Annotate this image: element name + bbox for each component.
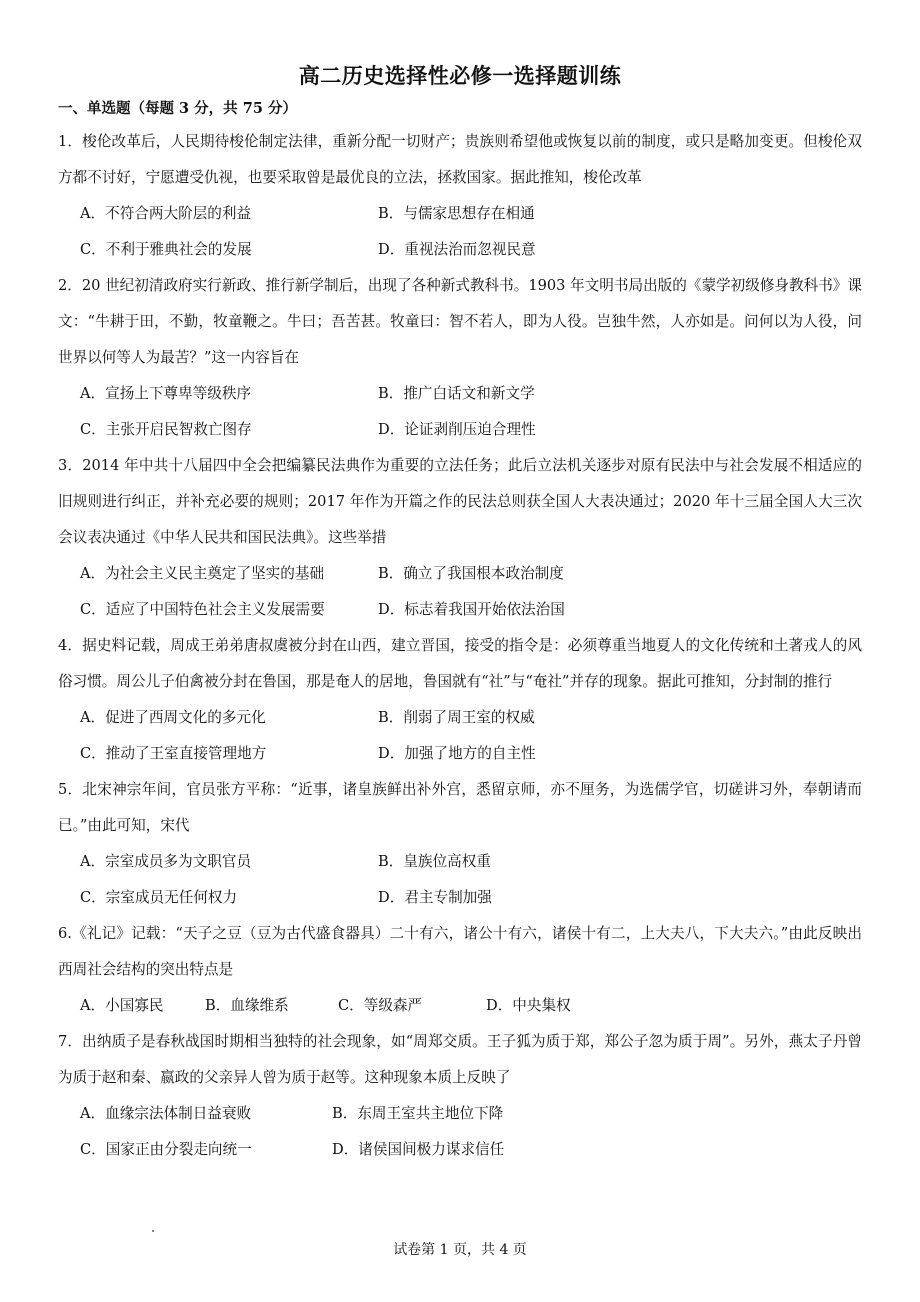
question-stem: 3．2014 年中共十八届四中全会把编纂民法典作为重要的立法任务；此后立法机关逐步对原有民法中与社会发展不相适应的旧规则进行纠正，并补充必要的规则；2017 年作为开篇之作的民法总则获全国人大表决通过；2020 年十三届全国人大三次会议表决通过《中华人民共和国民法典》。这些举措 bbox=[58, 457, 862, 546]
question-stem: 7．出纳质子是春秋战国时期相当独特的社会现象，如“周郑交质。王子狐为质于郑，郑公子忽为质于周”。另外，燕太子丹曾为质于赵和秦、嬴政的父亲异人曾为质于赵等。这种现象本质上反映了 bbox=[58, 1033, 862, 1086]
option-b: B．确立了我国根本政治制度 bbox=[378, 565, 564, 582]
options-grid bbox=[58, 700, 862, 772]
option-d: D．论证剥削压迫合理性 bbox=[378, 421, 536, 438]
option-a: A．宗室成员多为文职官员 bbox=[80, 853, 252, 870]
option-c: C．适应了中国特色社会主义发展需要 bbox=[80, 601, 325, 618]
option-b: B．削弱了周王室的权威 bbox=[378, 709, 535, 726]
stray-dot-mark bbox=[152, 1230, 154, 1232]
question-7 bbox=[58, 1024, 862, 1168]
options-grid bbox=[58, 556, 862, 628]
option-d: D．诸侯国间极力谋求信任 bbox=[332, 1141, 505, 1158]
option-c: C．国家正由分裂走向统一 bbox=[80, 1141, 252, 1158]
option-d: D．标志着我国开始依法治国 bbox=[378, 601, 565, 618]
option-b: B．皇族位高权重 bbox=[378, 853, 491, 870]
question-6 bbox=[58, 916, 862, 1024]
options-grid bbox=[58, 1096, 862, 1168]
question-4 bbox=[58, 628, 862, 772]
question-1 bbox=[58, 124, 862, 268]
option-c: C．主张开启民智救亡图存 bbox=[80, 421, 252, 438]
option-d: D．重视法治而忽视民意 bbox=[378, 241, 536, 258]
options-row bbox=[58, 988, 862, 1024]
option-a: A．宣扬上下尊卑等级秩序 bbox=[80, 385, 252, 402]
option-b: B．推广白话文和新文学 bbox=[378, 385, 535, 402]
option-c: C．不利于雅典社会的发展 bbox=[80, 241, 252, 258]
option-b: B．与儒家思想存在相通 bbox=[378, 205, 535, 222]
question-stem: 4．据史料记载，周成王弟弟唐叔虞被分封在山西，建立晋国，接受的指令是：必须尊重当地夏人的文化传统和土著戎人的风俗习惯。周公儿子伯禽被分封在鲁国，那是奄人的居地，鲁国就有“社”与“奄社”并存的现象。据此可推知，分封制的推行 bbox=[58, 637, 862, 690]
question-stem: 2．20 世纪初清政府实行新政、推行新学制后，出现了各种新式教科书。1903 年文明书局出版的《蒙学初级修身教科书》课文：“牛耕于田，不勤，牧童鞭之。牛曰；吾苦甚。牧童曰：智不若人，即为人役。岂独牛然，人亦如是。问何以为人役，问世界以何等人为最苦？”这一内容旨在 bbox=[58, 277, 862, 366]
question-stem: 6.《礼记》记载：“天子之豆（豆为古代盛食器具）二十有六，诸公十有六，诸侯十有二，上大夫八，下大夫六。”由此反映出西周社会结构的突出特点是 bbox=[58, 925, 862, 978]
options-grid bbox=[58, 196, 862, 268]
option-b: B．血缘维系 bbox=[205, 997, 289, 1014]
page-footer: 试卷第 1 页，共 4 页 bbox=[393, 1242, 527, 1258]
option-d: D．中央集权 bbox=[486, 997, 571, 1014]
question-5 bbox=[58, 772, 862, 916]
option-a: A．促进了西周文化的多元化 bbox=[80, 709, 266, 726]
question-2 bbox=[58, 268, 862, 448]
option-d: D．加强了地方的自主性 bbox=[378, 745, 536, 762]
options-grid bbox=[58, 844, 862, 916]
section-heading: 一、单选题（每题 3 分，共 75 分） bbox=[58, 100, 297, 117]
question-stem: 1．梭伦改革后，人民期待梭伦制定法律，重新分配一切财产；贵族则希望他或恢复以前的制度，或只是略加变更。但梭伦双方都不讨好，宁愿遭受仇视，也要采取曾是最优良的立法，拯救国家。据此推知，梭伦改革 bbox=[58, 133, 862, 186]
option-c: C．等级森严 bbox=[338, 997, 423, 1014]
option-c: C．推动了王室直接管理地方 bbox=[80, 745, 267, 762]
options-grid bbox=[58, 376, 862, 448]
question-stem: 5．北宋神宗年间，官员张方平称：“近事，诸皇族鲜出补外宫，悉留京师，亦不厘务，为选儒学官，切磋讲习外，奉朝请而已。”由此可知，宋代 bbox=[58, 781, 862, 834]
page-title: 高二历史选择性必修一选择题训练 bbox=[298, 64, 622, 88]
option-a: A．小国寡民 bbox=[80, 997, 164, 1014]
option-b: B．东周王室共主地位下降 bbox=[332, 1105, 504, 1122]
option-a: A．为社会主义民主奠定了坚实的基础 bbox=[80, 565, 325, 582]
option-d: D．君主专制加强 bbox=[378, 889, 492, 906]
question-3 bbox=[58, 448, 862, 628]
option-c: C．宗室成员无任何权力 bbox=[80, 889, 238, 906]
option-a: A．血缘宗法体制日益衰败 bbox=[80, 1105, 252, 1122]
option-a: A．不符合两大阶层的利益 bbox=[80, 205, 252, 222]
